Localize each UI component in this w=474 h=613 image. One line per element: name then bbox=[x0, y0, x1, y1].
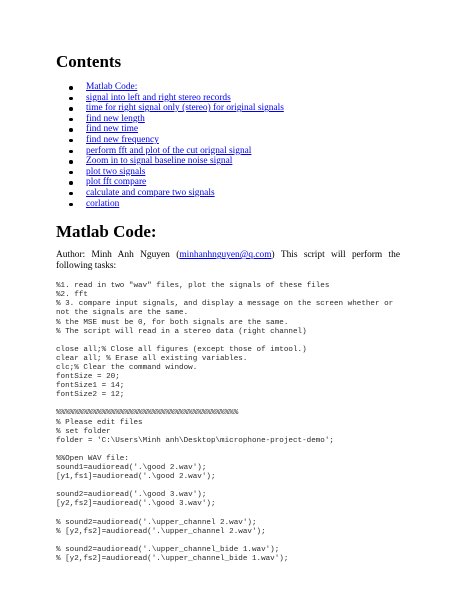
section-heading: Matlab Code: bbox=[56, 222, 157, 242]
toc-item bbox=[56, 167, 400, 178]
code-line bbox=[56, 509, 400, 518]
document-page bbox=[56, 52, 400, 564]
toc-item bbox=[56, 93, 400, 104]
author-email-link[interactable]: minhanhnguyen@q.com bbox=[179, 250, 272, 261]
code-line: %1. read in two "wav" files, plot the signals of these files bbox=[56, 282, 330, 291]
table-of-contents bbox=[56, 82, 400, 209]
code-line: clc;% Clear the command window. bbox=[56, 363, 198, 372]
toc-item bbox=[56, 114, 400, 125]
code-line bbox=[56, 537, 400, 546]
code-line: % sound2=audioread('.\upper_channel 2.wav'); bbox=[56, 518, 257, 527]
toc-link[interactable]: time for right signal only (stereo) for original signals bbox=[86, 103, 284, 114]
code-line: % [y2,fs2]=audioread('.\upper_channel_bide 1.wav'); bbox=[56, 554, 289, 563]
code-line bbox=[56, 337, 400, 346]
code-line: % the MSE must be 0, for both signals are the same. bbox=[56, 318, 289, 327]
code-line: % sound2=audioread('.\upper_channel_bide 1.wav'); bbox=[56, 545, 280, 554]
toc-link[interactable]: find new length bbox=[86, 113, 145, 124]
code-line: folder = 'C:\Users\Minh anh\Desktop\microphone-project-demo'; bbox=[56, 436, 334, 445]
contents-heading: Contents bbox=[56, 52, 122, 71]
code-line: % Please edit files bbox=[56, 418, 143, 427]
code-line: [y2,fs2]=audioread('.\good 3.wav'); bbox=[56, 500, 216, 509]
code-line: %2. fft bbox=[56, 291, 88, 300]
toc-item bbox=[56, 156, 400, 167]
toc-item bbox=[56, 135, 400, 146]
toc-item bbox=[56, 188, 400, 199]
code-line: % 3. compare input signals, and display a message on the screen whether or bbox=[56, 300, 394, 309]
code-line: not the signals are the same. bbox=[56, 309, 189, 318]
toc-item bbox=[56, 146, 400, 157]
intro-suffix: ) This script will perform the following tasks: bbox=[56, 250, 400, 272]
code-line bbox=[56, 482, 400, 491]
code-line: % set folder bbox=[56, 427, 111, 436]
toc-item bbox=[56, 177, 400, 188]
code-line: sound1=audioread('.\good 2.wav'); bbox=[56, 464, 207, 472]
code-line: close all;% Close all figures (except those of imtool.) bbox=[56, 345, 307, 354]
toc-link[interactable]: Matlab Code: bbox=[86, 82, 138, 92]
code-line: fontSize = 20; bbox=[56, 373, 120, 382]
intro-prefix: Author: Minh Anh Nguyen ( bbox=[56, 250, 180, 261]
code-line: % The script will read in a stereo data (right channel) bbox=[56, 327, 307, 336]
toc-item bbox=[56, 82, 400, 93]
toc-link[interactable]: Zoom in to signal baseline noise signal bbox=[86, 156, 233, 167]
code-line bbox=[56, 446, 400, 455]
toc-item bbox=[56, 199, 400, 210]
toc-link[interactable]: signal into left and right stereo records bbox=[86, 92, 231, 103]
toc-link[interactable]: corlation bbox=[86, 198, 120, 209]
toc-link[interactable]: plot two signals bbox=[86, 166, 146, 177]
toc-link[interactable]: perform fft and plot of the cut orignal signal bbox=[86, 145, 252, 156]
toc-link[interactable]: calculate and compare two signals bbox=[86, 187, 215, 198]
code-line: % [y2,fs2]=audioread('.\upper_channel 2.wav'); bbox=[56, 527, 266, 536]
toc-item bbox=[56, 103, 400, 114]
code-line: fontSize2 = 12; bbox=[56, 391, 125, 400]
code-line: %%%%%%%%%%%%%%%%%%%%%%%%%%%%%%%%%%%%%%%% bbox=[56, 409, 239, 418]
code-line: [y1,fs1]=audioread('.\good 2.wav'); bbox=[56, 473, 216, 482]
code-line: %%Open WAV file: bbox=[56, 454, 129, 463]
toc-link[interactable]: plot fft compare bbox=[86, 177, 147, 188]
toc-link[interactable]: find new time bbox=[86, 124, 139, 135]
code-line: clear all; % Erase all existing variables. bbox=[56, 354, 248, 363]
intro-paragraph bbox=[56, 250, 400, 272]
toc-link[interactable]: find new frequency bbox=[86, 134, 159, 145]
code-block bbox=[56, 282, 400, 564]
toc-item bbox=[56, 124, 400, 135]
code-line: sound2=audioread('.\good 3.wav'); bbox=[56, 491, 207, 500]
code-line: fontSize1 = 14; bbox=[56, 382, 125, 391]
code-line bbox=[56, 400, 400, 409]
